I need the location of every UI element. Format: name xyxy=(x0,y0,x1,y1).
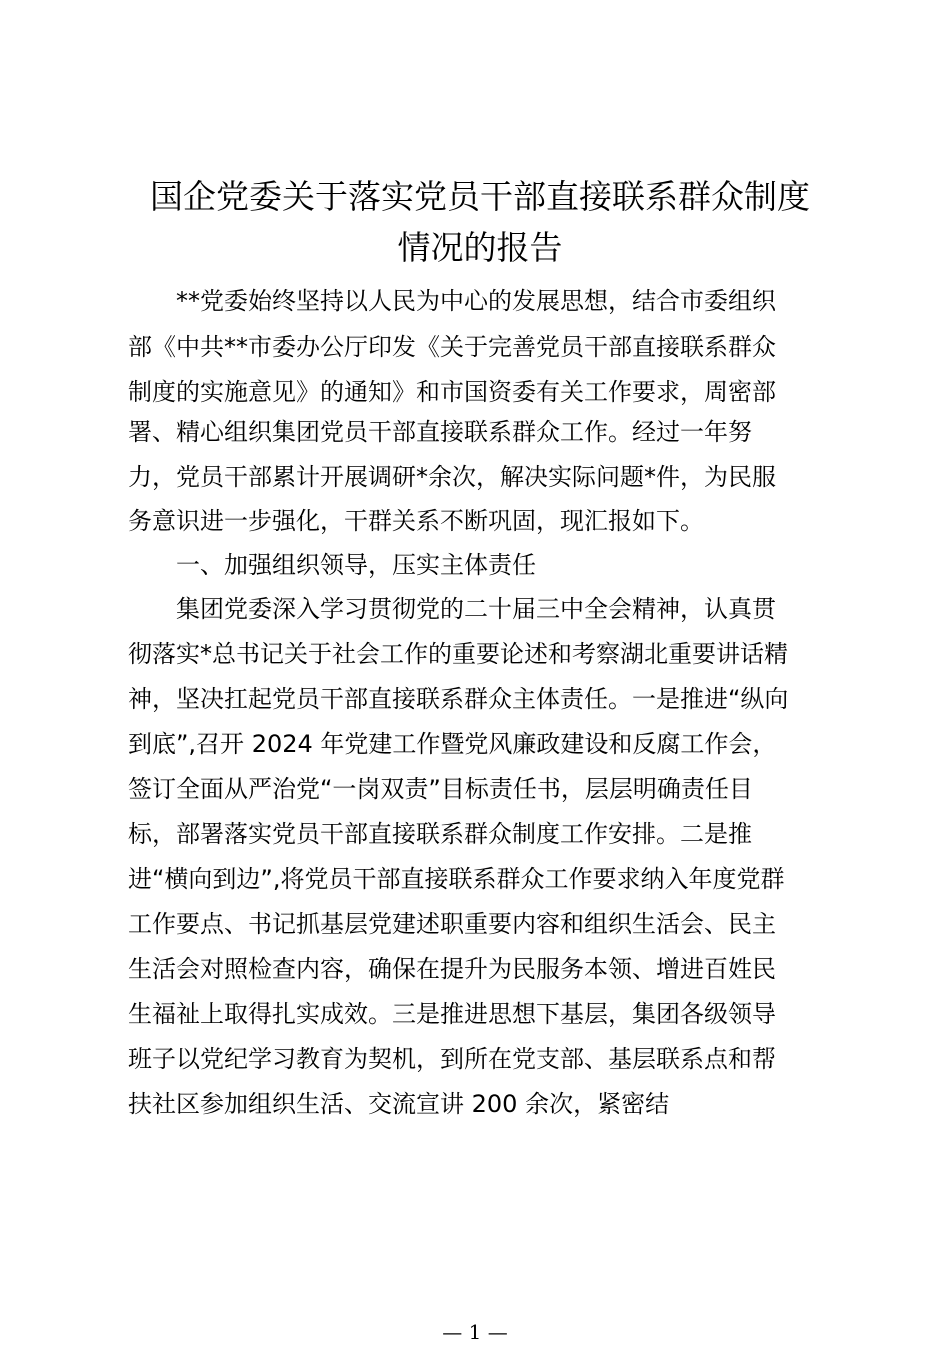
paragraph-line: 生活会对照检查内容，确保在提升为民服务本领、增进百姓民 xyxy=(128,955,776,983)
paragraph-line: 班子以党纪学习教育为契机，到所在党支部、基层联系点和帮 xyxy=(128,1045,776,1073)
paragraph-line: 力，党员干部累计开展调研*余次，解决实际问题*件，为民服 xyxy=(128,463,776,491)
document-title-line-1: 国企党委关于落实党员干部直接联系群众制度 xyxy=(150,177,810,216)
paragraph-line: 进“横向到边”,将党员干部直接联系群众工作要求纳入年度党群 xyxy=(128,865,785,893)
document-title-line-2: 情况的报告 xyxy=(397,228,563,267)
paragraph-line: 务意识进一步强化，干群关系不断巩固，现汇报如下。 xyxy=(128,507,704,535)
page-number: — 1 — xyxy=(442,1320,508,1344)
paragraph-line: 扶社区参加组织生活、交流宣讲 200 余次，紧密结 xyxy=(128,1090,670,1118)
paragraph-line: **党委始终坚持以人民为中心的发展思想，结合市委组织 xyxy=(176,287,776,315)
section-heading: 一、加强组织领导，压实主体责任 xyxy=(176,551,536,579)
paragraph-line: 制度的实施意见》的通知》和市国资委有关工作要求，周密部 xyxy=(128,378,776,406)
paragraph-line: 签订全面从严治党“一岗双责”目标责任书，层层明确责任目 xyxy=(128,775,753,803)
paragraph-line: 生福祉上取得扎实成效。三是推进思想下基层，集团各级领导 xyxy=(128,1000,776,1028)
paragraph-line: 工作要点、书记抓基层党建述职重要内容和组织生活会、民主 xyxy=(128,910,776,938)
paragraph-line: 神，坚决扛起党员干部直接联系群众主体责任。一是推进“纵向 xyxy=(128,685,789,713)
paragraph-line: 彻落实*总书记关于社会工作的重要论述和考察湖北重要讲话精 xyxy=(128,640,788,668)
paragraph-line: 标，部署落实党员干部直接联系群众制度工作安排。二是推 xyxy=(128,820,752,848)
paragraph-line: 集团党委深入学习贯彻党的二十届三中全会精神，认真贯 xyxy=(176,595,776,623)
paragraph-line: 署、精心组织集团党员干部直接联系群众工作。经过一年努 xyxy=(128,418,752,446)
paragraph-line: 到底”,召开 2024 年党建工作暨党风廉政建设和反腐工作会， xyxy=(128,730,777,758)
paragraph-line: 部《中共**市委办公厅印发《关于完善党员干部直接联系群众 xyxy=(128,333,776,361)
